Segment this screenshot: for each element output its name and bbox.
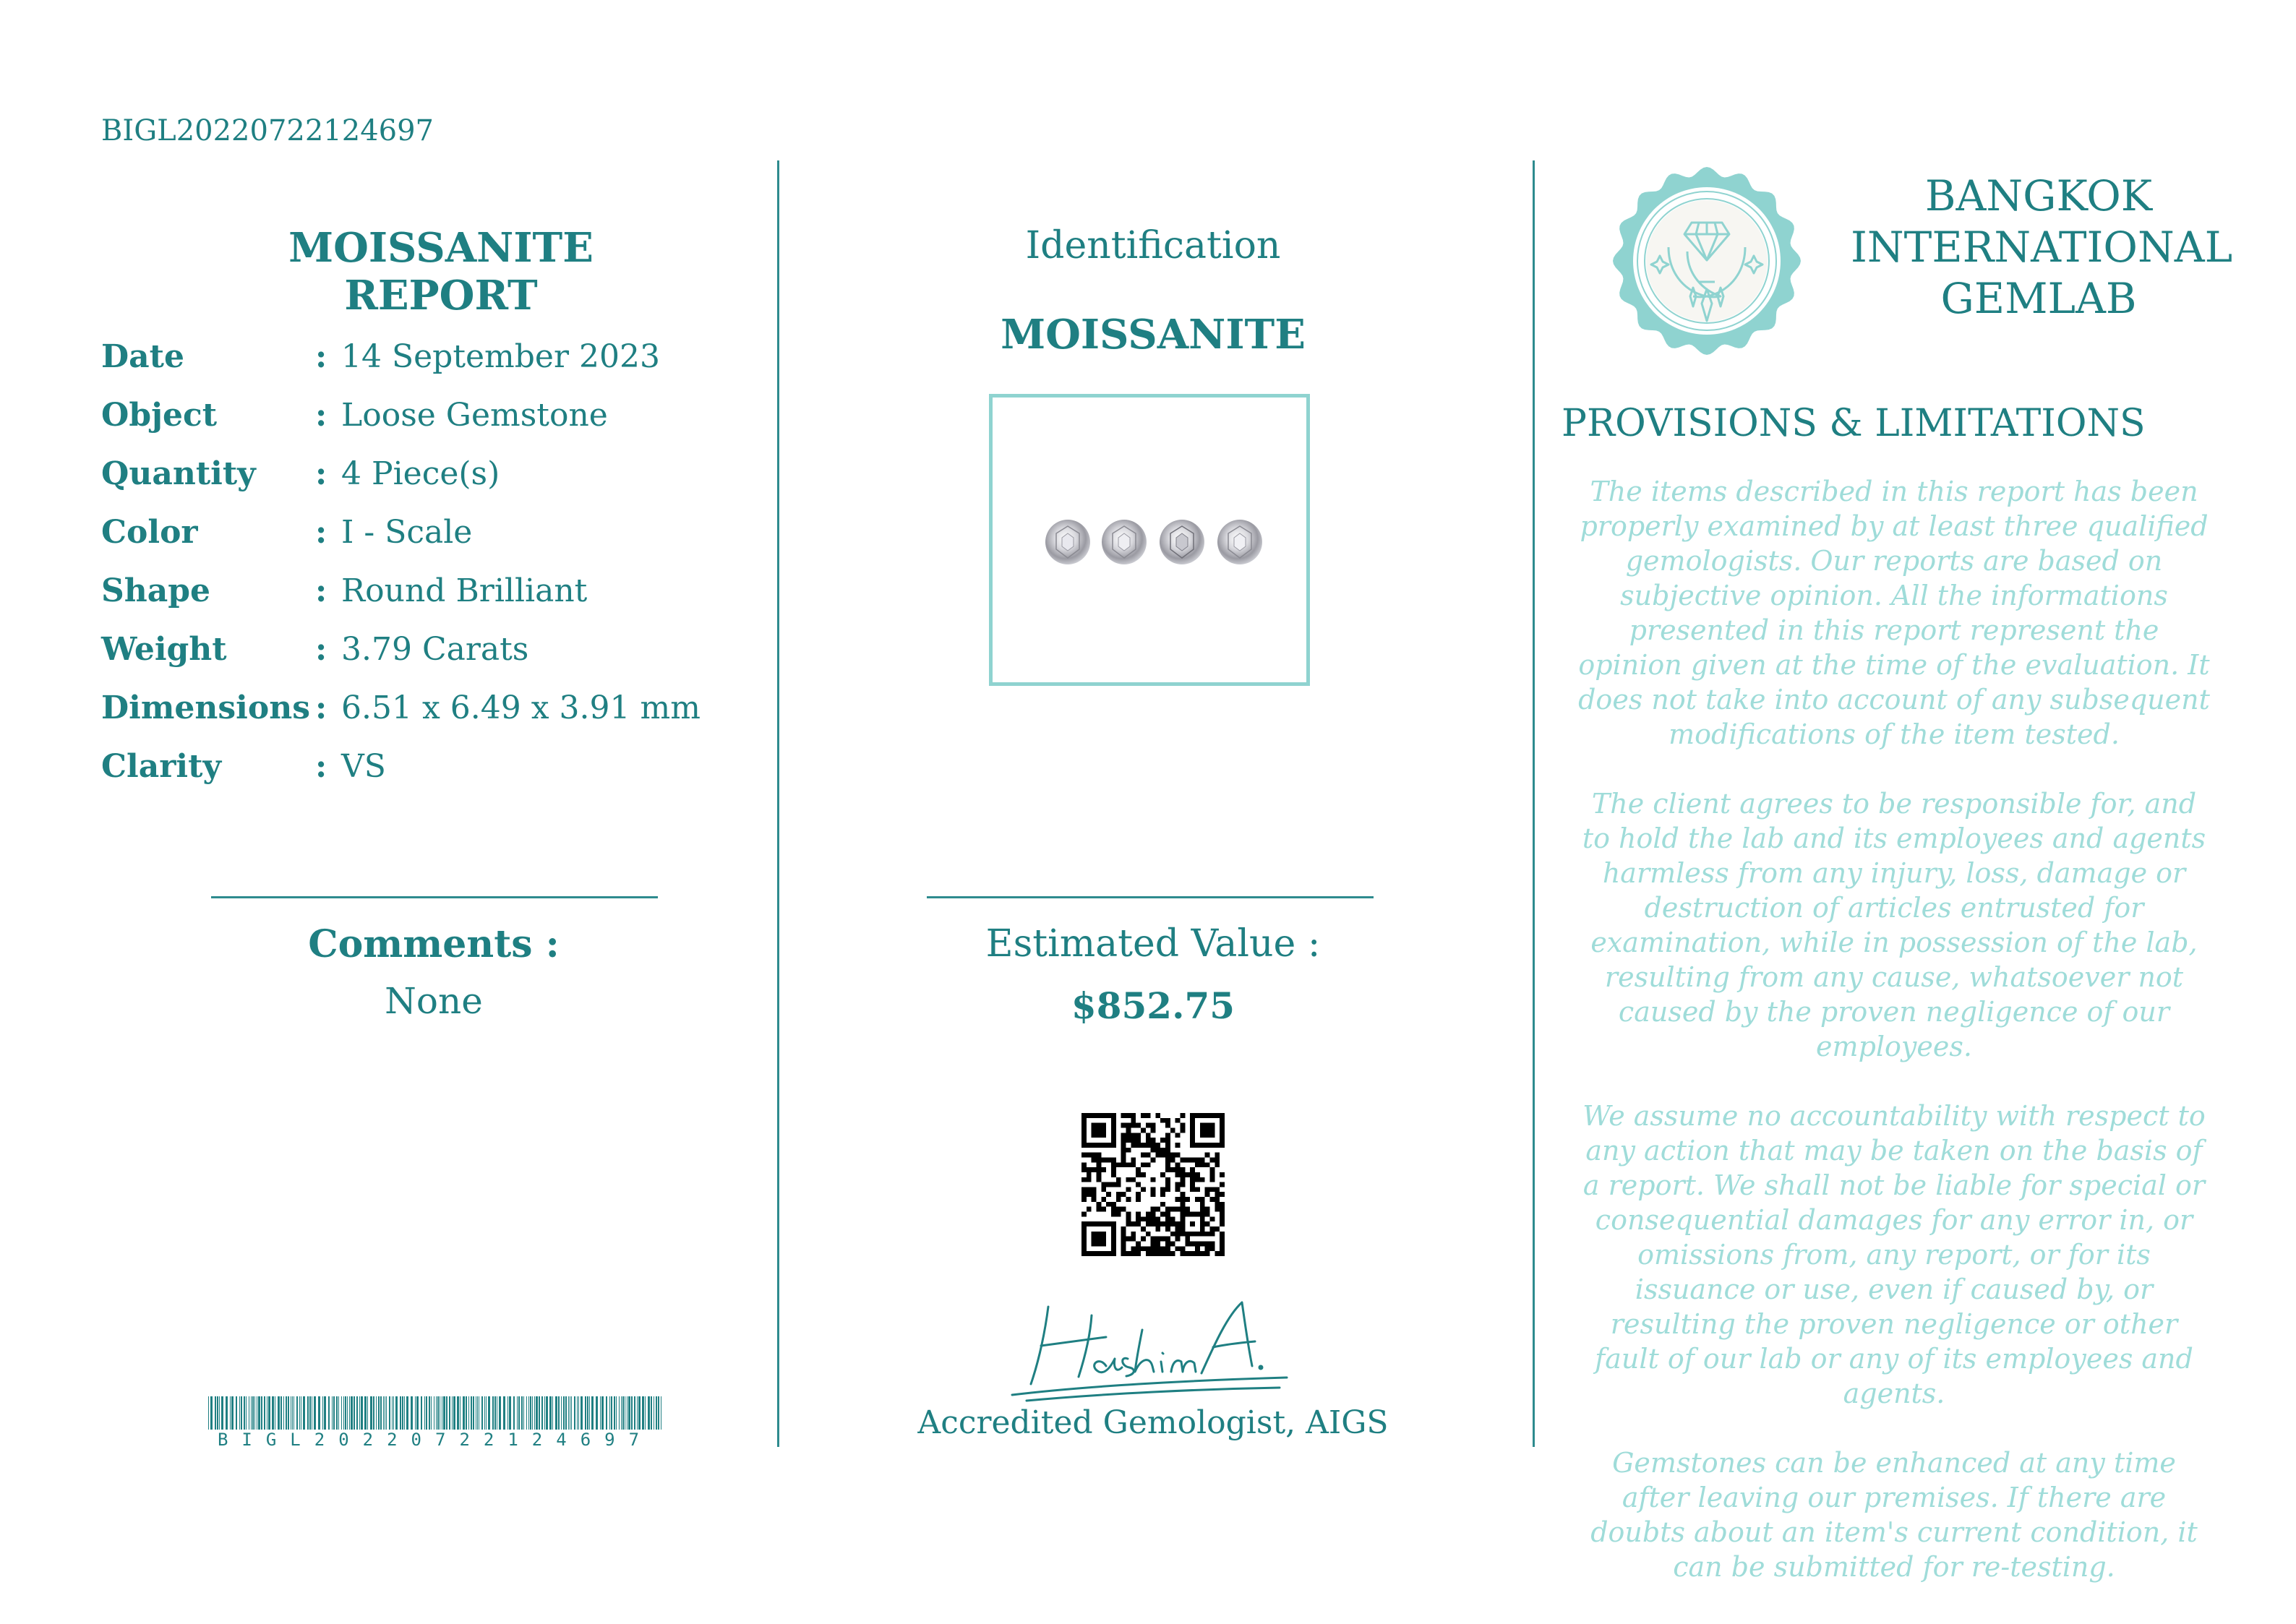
detail-value: 14 September 2023 bbox=[341, 338, 660, 375]
diamond-crescent-seal-icon bbox=[1612, 166, 1802, 356]
report-title: MOISSANITE REPORT bbox=[288, 224, 594, 319]
report-number: BIGL20220722124697 bbox=[101, 114, 434, 147]
detail-label: Color bbox=[101, 514, 198, 551]
provisions-paragraph: The client agrees to be responsible for, and to hold the lab and its employees and agents harmless from any injury, loss, damage or destruction of articles entrusted for examination, while in possession of the lab, resulting from any cause, whatsoever not caused by the proven negligence of our employees. bbox=[1582, 788, 2206, 1062]
detail-value: Round Brilliant bbox=[341, 572, 588, 609]
column-divider-left bbox=[777, 160, 779, 1447]
signature-image bbox=[998, 1286, 1301, 1402]
estimated-value-label: Estimated Value : bbox=[985, 922, 1321, 966]
provisions-paragraph: The items described in this report has been properly examined by at least three qualified gemologists. Our reports are based on subjective opinion. All the informations presented in this report represent the opinion given at the time of the evaluation. It does not take into account of any subsequent modifications of the item tested. bbox=[1578, 476, 2210, 750]
detail-colon: : bbox=[315, 572, 327, 609]
estimated-value-divider bbox=[927, 896, 1374, 898]
detail-label: Shape bbox=[101, 572, 211, 609]
detail-label: Clarity bbox=[101, 748, 222, 785]
gemologist-title: Accredited Gemologist, AIGS bbox=[917, 1404, 1389, 1441]
detail-value: 6.51 x 6.49 x 3.91 mm bbox=[341, 689, 701, 726]
provisions-paragraph: Gemstones can be enhanced at any time after leaving our premises. If there are doubts about an item's current condition, it can be submitted for re-testing. bbox=[1590, 1447, 2198, 1583]
lab-name-line1: BANGKOK bbox=[1924, 171, 2153, 220]
stone-4 bbox=[1217, 520, 1262, 564]
lab-name-line2: INTERNATIONAL bbox=[1851, 223, 2233, 272]
stone-3 bbox=[1160, 520, 1204, 564]
detail-value: 3.79 Carats bbox=[341, 631, 529, 668]
detail-label: Quantity bbox=[101, 455, 256, 492]
comments-value: None bbox=[385, 980, 483, 1022]
column-divider-right bbox=[1533, 160, 1535, 1447]
provisions-paragraph: We assume no accountability with respect to any action that may be taken on the basis of a report. We shall not be liable for special or consequential damages for any error in, or omissions from, any report, or for its issuance or use, even if caused by, or resulting the proven negligence or other fault of our lab or any of its employees and agents. bbox=[1582, 1100, 2206, 1409]
stone-1 bbox=[1045, 520, 1090, 564]
detail-value: VS bbox=[341, 748, 386, 785]
provisions-text bbox=[1576, 474, 2212, 1619]
identification-value: MOISSANITE bbox=[1001, 311, 1306, 358]
barcode-text: BIGL20220722124697 bbox=[217, 1430, 654, 1450]
detail-colon: : bbox=[315, 748, 327, 785]
detail-label: Object bbox=[101, 397, 218, 434]
detail-value: 4 Piece(s) bbox=[341, 455, 500, 492]
estimated-value-amount: $852.75 bbox=[1071, 984, 1235, 1027]
identification-label: Identification bbox=[1025, 224, 1281, 267]
detail-colon: : bbox=[315, 338, 327, 375]
detail-colon: : bbox=[315, 397, 327, 434]
gemstone-photo-frame bbox=[989, 394, 1310, 686]
detail-colon: : bbox=[315, 455, 327, 492]
stone-2 bbox=[1102, 520, 1147, 564]
comments-label: Comments : bbox=[308, 922, 560, 966]
gemstone-photo bbox=[1042, 515, 1266, 570]
detail-label: Date bbox=[101, 338, 184, 375]
detail-colon: : bbox=[315, 631, 327, 668]
qr-code-icon[interactable] bbox=[1081, 1113, 1225, 1256]
detail-value: I - Scale bbox=[341, 514, 473, 551]
lab-name-line3: GEMLAB bbox=[1940, 274, 2137, 323]
comments-divider bbox=[211, 896, 658, 898]
detail-label: Weight bbox=[101, 631, 227, 668]
detail-colon: : bbox=[315, 514, 327, 551]
detail-value: Loose Gemstone bbox=[341, 397, 608, 434]
lab-name bbox=[1851, 171, 2233, 325]
provisions-title: PROVISIONS & LIMITATIONS bbox=[1562, 402, 2146, 445]
detail-colon: : bbox=[315, 689, 327, 726]
detail-label: Dimensions bbox=[101, 689, 311, 726]
barcode-icon bbox=[208, 1396, 662, 1430]
